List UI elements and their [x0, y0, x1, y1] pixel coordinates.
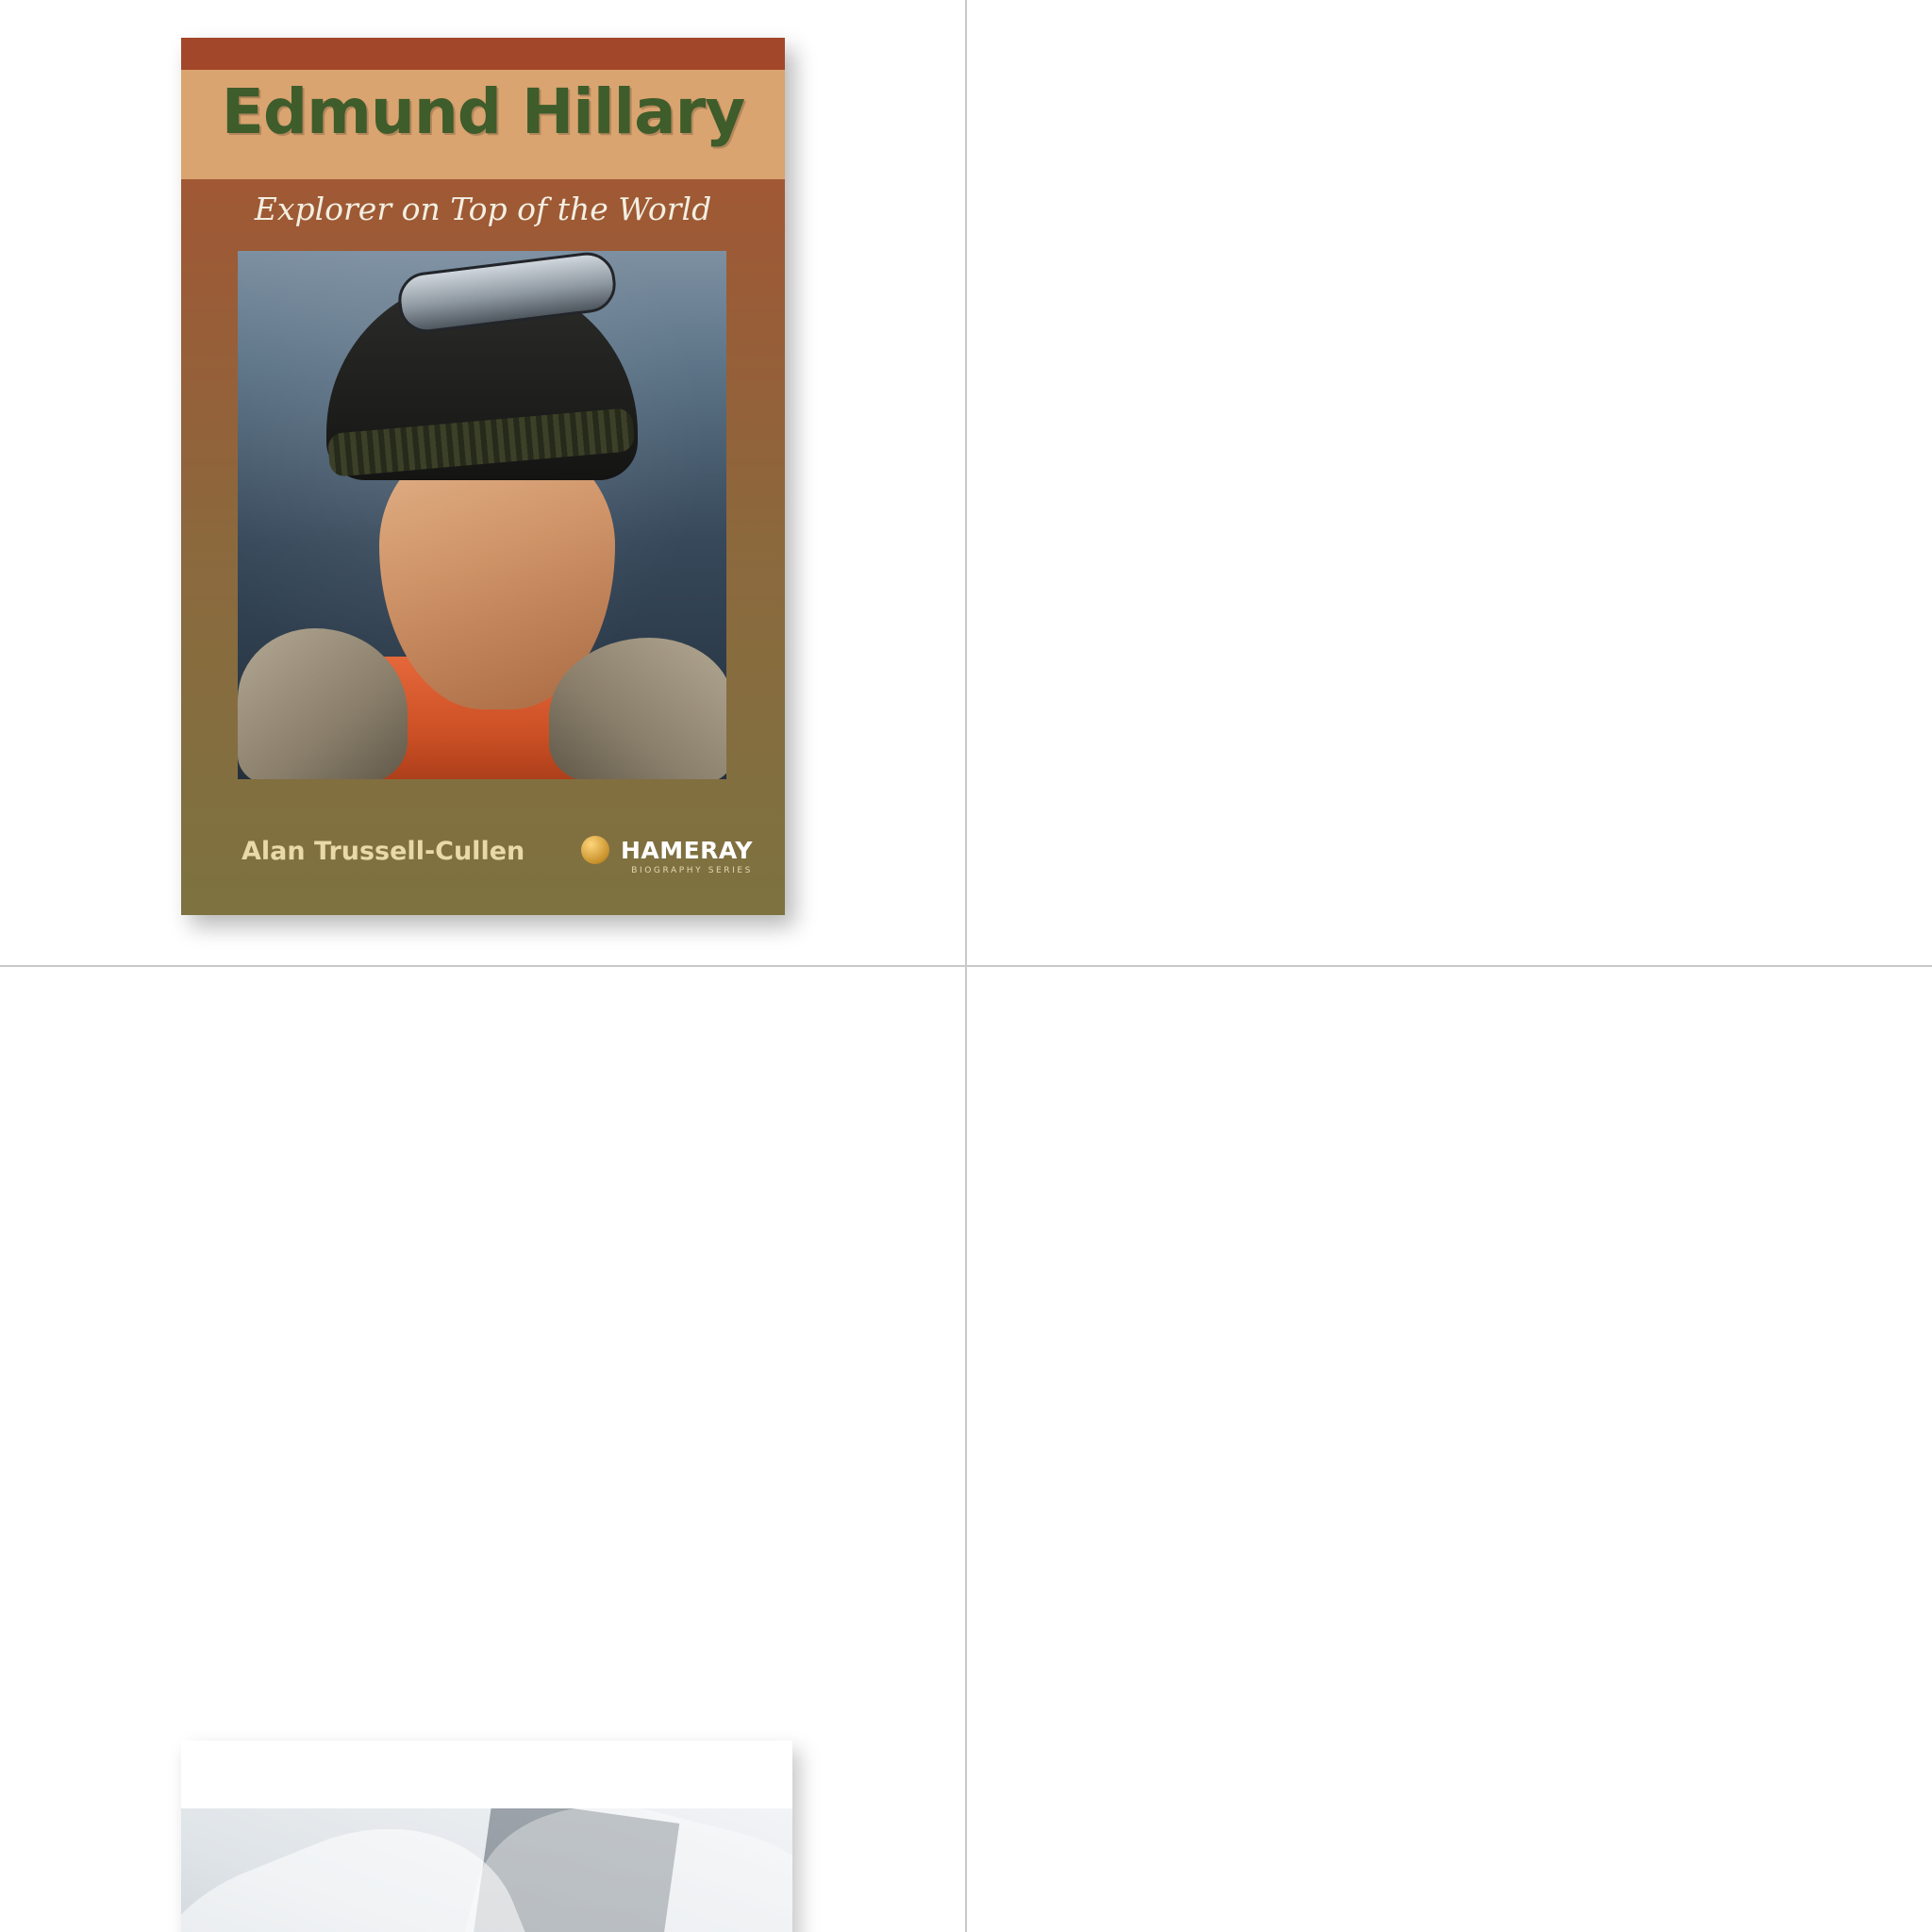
cover-top-bar	[181, 38, 785, 70]
quadrant-map-page	[967, 0, 1932, 965]
quadrant-glossary-page	[967, 967, 1932, 1932]
publisher-logo	[581, 836, 754, 875]
quadrant-photo-page	[0, 967, 965, 1932]
publisher-logo-icon	[581, 836, 609, 864]
book-page-photo	[181, 1740, 792, 1932]
everest-climbers-photo	[181, 1808, 792, 1932]
publisher-name: HAMERAY	[620, 836, 753, 864]
portrait-fur-collar-left	[238, 628, 408, 779]
cover-author: Alan Trussell-Cullen	[242, 837, 525, 866]
cover-subtitle: Explorer on Top of the World	[254, 191, 712, 227]
publisher-series: BIOGRAPHY SERIES	[631, 866, 753, 875]
cover-portrait-photo	[238, 251, 726, 779]
quadrant-cover	[0, 0, 965, 965]
book-cover	[181, 38, 785, 915]
cover-title: Edmund Hillary	[221, 75, 745, 148]
